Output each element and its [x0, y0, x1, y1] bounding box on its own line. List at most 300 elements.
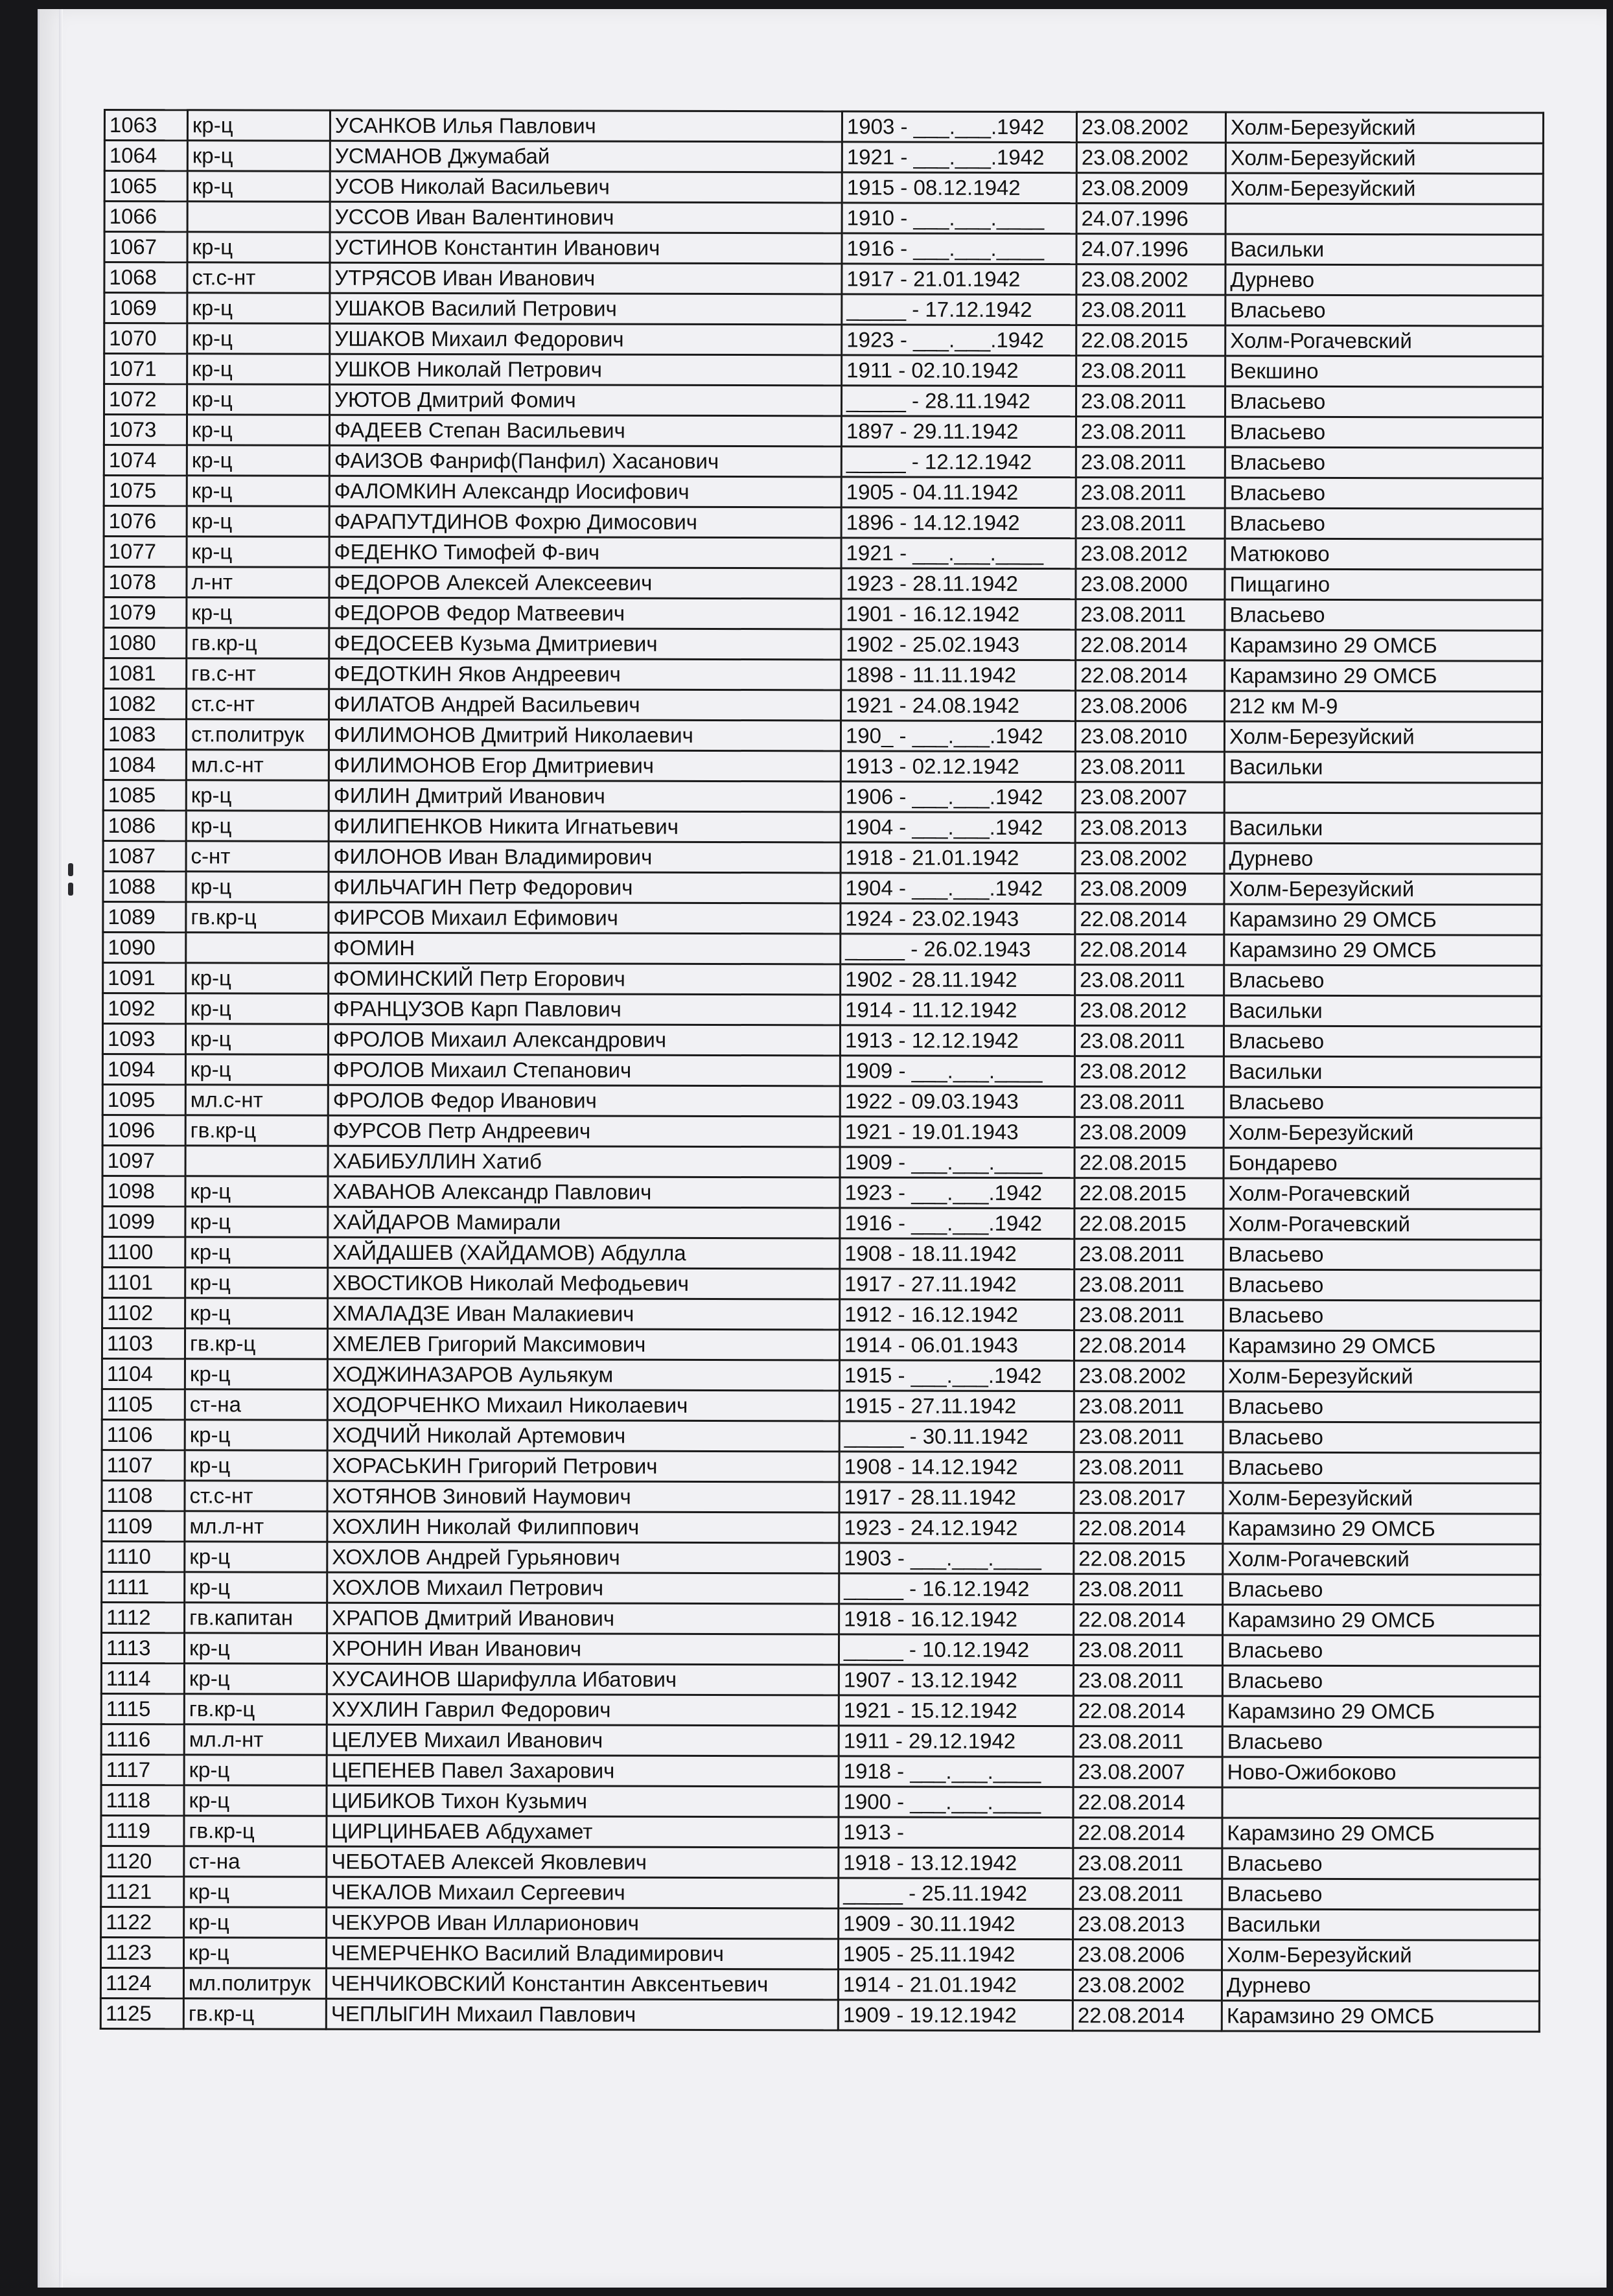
record-number-cell: 1073: [104, 415, 187, 445]
burial-place-cell: Васильки: [1224, 1056, 1541, 1087]
burial-place-cell: Холм-Березуйский: [1225, 112, 1543, 143]
reburial-date-cell: 23.08.2011: [1074, 1391, 1223, 1422]
full-name-cell: ХОДЧИЙ Николай Артемович: [327, 1420, 839, 1452]
full-name-cell: ФИЛАТОВ Андрей Васильевич: [329, 689, 841, 721]
staple-mark: [68, 863, 73, 876]
reburial-date-cell: 23.08.2011: [1074, 1422, 1223, 1452]
full-name-cell: УШАКОВ Василий Петрович: [330, 293, 842, 325]
record-number-cell: 1122: [101, 1907, 184, 1937]
record-number-cell: 1119: [101, 1815, 184, 1846]
reburial-date-cell: 23.08.2011: [1076, 386, 1225, 417]
record-number-cell: 1118: [101, 1785, 184, 1815]
table-row: [100, 1967, 1539, 2001]
life-dates-cell: 1917 - 27.11.1942: [840, 1269, 1074, 1300]
table-row: [101, 1693, 1540, 1727]
table-row: [103, 993, 1542, 1027]
full-name-cell: ФРАНЦУЗОВ Карп Павлович: [329, 993, 841, 1025]
table-row: [101, 1876, 1540, 1910]
burial-place-cell: Власьево: [1222, 1848, 1540, 1879]
table-row: [102, 1267, 1541, 1301]
life-dates-cell: 1923 - 28.11.1942: [841, 568, 1076, 599]
reburial-date-cell: 23.08.2011: [1075, 752, 1224, 782]
burial-place-cell: Карамзино 29 ОМСБ: [1225, 660, 1542, 691]
life-dates-cell: 1897 - 29.11.1942: [841, 416, 1076, 447]
rank-cell: кр-ц: [184, 1785, 327, 1816]
burial-place-cell: Карамзино 29 ОМСБ: [1224, 904, 1542, 935]
life-dates-cell: 1904 - ___.___.1942: [841, 812, 1075, 843]
life-dates-cell: _____ - 25.11.1942: [839, 1878, 1073, 1909]
rank-cell: кр-ц: [186, 811, 329, 841]
life-dates-cell: 1902 - 28.11.1942: [841, 964, 1075, 995]
reburial-date-cell: 23.08.2011: [1074, 1026, 1224, 1056]
full-name-cell: УССОВ Иван Валентинович: [330, 202, 842, 233]
rank-cell: с-нт: [186, 841, 329, 872]
rank-cell: кр-ц: [185, 1054, 328, 1085]
rank-cell: кр-ц: [185, 1237, 328, 1268]
rank-cell: кр-ц: [187, 293, 330, 323]
table-row: [104, 506, 1542, 540]
reburial-date-cell: 22.08.2014: [1073, 1787, 1222, 1818]
full-name-cell: ХУХЛИН Гаврил Федорович: [327, 1694, 839, 1726]
life-dates-cell: 1922 - 09.03.1943: [840, 1086, 1074, 1117]
full-name-cell: УШАКОВ Михаил Федорович: [330, 323, 842, 355]
rank-cell: кр-ц: [185, 1298, 328, 1328]
burial-place-cell: Дурнево: [1225, 264, 1543, 296]
full-name-cell: ФЕДОРОВ Федор Матвеевич: [329, 597, 841, 629]
table-row: [102, 1389, 1540, 1422]
burial-place-cell: Карамзино 29 ОМСБ: [1224, 934, 1542, 966]
reburial-date-cell: 23.08.2002: [1073, 1970, 1222, 2000]
burial-list-table: [100, 109, 1544, 2033]
record-number-cell: 1112: [102, 1602, 185, 1632]
burial-place-cell: Холм-Березуйский: [1223, 1483, 1540, 1514]
reburial-date-cell: 22.08.2014: [1074, 1330, 1223, 1361]
rank-cell: кр-ц: [185, 1207, 328, 1237]
full-name-cell: ФИЛИМОНОВ Дмитрий Николаевич: [329, 719, 841, 751]
record-number-cell: 1077: [104, 537, 187, 567]
life-dates-cell: 1908 - 18.11.1942: [840, 1238, 1074, 1270]
rank-cell: ст.с-нт: [187, 262, 330, 293]
table-row: [102, 1541, 1540, 1575]
full-name-cell: ХАЙДАРОВ Мамирали: [328, 1207, 840, 1238]
rank-cell: кр-ц: [185, 1359, 327, 1389]
life-dates-cell: 1900 - ___.___.____: [839, 1787, 1073, 1818]
reburial-date-cell: 23.08.2011: [1076, 447, 1225, 478]
rank-cell: кр-ц: [184, 1907, 327, 1938]
rank-cell: мл.л-нт: [184, 1724, 327, 1755]
rank-cell: кр-ц: [185, 1572, 327, 1603]
record-number-cell: 1086: [103, 811, 186, 841]
reburial-date-cell: 23.08.2011: [1074, 1239, 1224, 1270]
rank-cell: кр-ц: [184, 1664, 327, 1694]
burial-place-cell: Карамзино 29 ОМСБ: [1222, 2000, 1539, 2032]
reburial-date-cell: 23.08.2013: [1073, 1909, 1222, 1940]
life-dates-cell: 1910 - ___.___.____: [842, 203, 1076, 234]
life-dates-cell: 1918 - 16.12.1942: [839, 1604, 1074, 1635]
rank-cell: кр-ц: [186, 780, 329, 811]
full-name-cell: ФАРАПУТДИНОВ Фохрю Димосович: [329, 506, 841, 538]
table-row: [104, 141, 1543, 174]
full-name-cell: ХРОНИН Иван Иванович: [327, 1633, 839, 1665]
full-name-cell: ХОХЛИН Николай Филиппович: [327, 1511, 839, 1543]
reburial-date-cell: 23.08.2002: [1076, 143, 1225, 173]
burial-place-cell: [1222, 1787, 1540, 1818]
record-number-cell: 1114: [101, 1663, 184, 1693]
burial-list-sheet: [100, 109, 1542, 2033]
reburial-date-cell: 23.08.2012: [1075, 995, 1224, 1026]
burial-place-cell: Холм-Рогачевский: [1225, 325, 1543, 356]
full-name-cell: ФОМИНСКИЙ Петр Егорович: [329, 963, 841, 995]
burial-place-cell: Васильки: [1222, 1909, 1540, 1940]
life-dates-cell: 1911 - 02.10.1942: [842, 355, 1076, 386]
life-dates-cell: 1917 - 21.01.1942: [842, 264, 1076, 295]
table-row: [101, 1815, 1540, 1849]
record-number-cell: 1091: [103, 963, 186, 993]
reburial-date-cell: 23.08.2011: [1073, 1879, 1222, 1909]
full-name-cell: ФИЛОНОВ Иван Владимирович: [329, 841, 841, 873]
rank-cell: кр-ц: [184, 1877, 327, 1907]
record-number-cell: 1090: [103, 933, 186, 963]
burial-place-cell: Власьево: [1225, 386, 1543, 417]
rank-cell: кр-ц: [187, 323, 330, 354]
burial-place-cell: Холм-Рогачевский: [1223, 1544, 1540, 1575]
life-dates-cell: 1916 - ___.___.____: [842, 233, 1076, 264]
life-dates-cell: 1912 - 16.12.1942: [840, 1299, 1074, 1330]
life-dates-cell: 1923 - ___.___.1942: [840, 1177, 1074, 1209]
burial-place-cell: [1225, 203, 1543, 235]
burial-place-cell: Власьево: [1224, 1270, 1541, 1301]
record-number-cell: 1102: [102, 1297, 185, 1328]
table-row: [104, 628, 1542, 662]
rank-cell: мл.политрук: [183, 1968, 326, 1999]
record-number-cell: 1085: [103, 780, 186, 811]
reburial-date-cell: 23.08.2011: [1076, 508, 1225, 539]
rank-cell: кр-ц: [187, 141, 330, 171]
full-name-cell: ФИЛИН Дмитрий Иванович: [329, 780, 841, 812]
life-dates-cell: 1918 - 13.12.1942: [839, 1848, 1073, 1879]
life-dates-cell: 1915 - 08.12.1942: [842, 172, 1076, 203]
rank-cell: кр-ц: [187, 232, 330, 262]
record-number-cell: 1120: [101, 1846, 184, 1876]
life-dates-cell: 1898 - 11.11.1942: [841, 660, 1076, 691]
burial-place-cell: Холм-Рогачевский: [1224, 1209, 1541, 1240]
full-name-cell: ЦЕПЕНЕВ Павел Захарович: [327, 1755, 839, 1787]
rank-cell: кр-ц: [185, 1024, 328, 1054]
reburial-date-cell: 22.08.2014: [1073, 1696, 1222, 1726]
full-name-cell: ЧЕБОТАЕВ Алексей Яковлевич: [327, 1846, 839, 1878]
reburial-date-cell: 22.08.2015: [1074, 1544, 1223, 1574]
record-number-cell: 1097: [102, 1145, 185, 1176]
life-dates-cell: 1923 - ___.___.1942: [842, 325, 1076, 356]
rank-cell: кр-ц: [187, 171, 330, 202]
burial-place-cell: Пищагино: [1225, 569, 1542, 600]
record-number-cell: 1071: [104, 354, 187, 384]
reburial-date-cell: 23.08.2002: [1074, 1361, 1223, 1391]
record-number-cell: 1093: [102, 1024, 185, 1054]
full-name-cell: ХУСАИНОВ Шарифулла Ибатович: [327, 1664, 839, 1695]
full-name-cell: ЧЕКУРОВ Иван Илларионович: [327, 1907, 839, 1939]
reburial-date-cell: 23.08.2007: [1075, 782, 1224, 813]
rank-cell: кр-ц: [186, 963, 329, 993]
burial-place-cell: Карамзино 29 ОМСБ: [1223, 1605, 1540, 1636]
record-number-cell: 1087: [103, 841, 186, 872]
table-row: [104, 384, 1543, 418]
reburial-date-cell: 22.08.2015: [1074, 1209, 1224, 1239]
burial-place-cell: Власьево: [1224, 1300, 1541, 1331]
full-name-cell: УЮТОВ Дмитрий Фомич: [330, 384, 842, 416]
table-row: [102, 1145, 1541, 1179]
full-name-cell: ФОМИН: [329, 933, 841, 964]
burial-place-cell: 212 км М-9: [1225, 691, 1542, 722]
record-number-cell: 1125: [100, 1998, 183, 2028]
staple-mark: [68, 883, 73, 896]
table-row: [102, 1480, 1540, 1514]
full-name-cell: ЧЕНЧИКОВСКИЙ Константин Авксентьевич: [326, 1968, 838, 2000]
full-name-cell: ФАЛОМКИН Александр Иосифович: [329, 476, 841, 507]
record-number-cell: 1075: [104, 476, 187, 506]
life-dates-cell: 1914 - 06.01.1943: [839, 1330, 1074, 1361]
rank-cell: ст.с-нт: [185, 1481, 327, 1511]
burial-place-cell: Матюково: [1225, 539, 1542, 570]
reburial-date-cell: 23.08.2011: [1075, 965, 1224, 995]
burial-place-cell: Власьево: [1225, 508, 1542, 539]
record-number-cell: 1063: [104, 110, 187, 141]
full-name-cell: ХМАЛАДЗЕ Иван Малакиевич: [328, 1298, 840, 1330]
table-row: [103, 780, 1542, 814]
burial-place-cell: Холм-Березуйский: [1225, 173, 1543, 204]
rank-cell: кр-ц: [187, 384, 330, 415]
life-dates-cell: 190_ - ___.___.1942: [841, 721, 1075, 752]
reburial-date-cell: 23.08.2011: [1074, 1087, 1224, 1117]
life-dates-cell: 1905 - 04.11.1942: [841, 477, 1076, 508]
table-row: [101, 1632, 1540, 1666]
record-number-cell: 1094: [102, 1054, 185, 1085]
table-row: [104, 658, 1542, 692]
table-row: [102, 1176, 1541, 1209]
reburial-date-cell: 23.08.2011: [1074, 1574, 1223, 1605]
burial-place-cell: Бондарево: [1224, 1148, 1541, 1179]
life-dates-cell: _____ - 28.11.1942: [842, 386, 1076, 417]
reburial-date-cell: 23.08.2011: [1076, 417, 1225, 447]
table-row: [101, 1785, 1540, 1818]
reburial-date-cell: 23.08.2017: [1074, 1483, 1223, 1513]
table-row: [104, 354, 1543, 388]
reburial-date-cell: 22.08.2014: [1075, 904, 1224, 934]
table-row: [102, 1206, 1541, 1240]
burial-place-cell: Дурнево: [1222, 1970, 1539, 2001]
life-dates-cell: _____ - 17.12.1942: [842, 294, 1076, 325]
reburial-date-cell: 22.08.2014: [1074, 1605, 1223, 1635]
record-number-cell: 1121: [101, 1876, 184, 1907]
life-dates-cell: 1909 - 30.11.1942: [839, 1908, 1073, 1940]
record-number-cell: 1107: [102, 1450, 185, 1480]
life-dates-cell: 1917 - 28.11.1942: [839, 1482, 1074, 1513]
burial-place-cell: Власьево: [1222, 1665, 1540, 1697]
full-name-cell: ХАБИБУЛЛИН Хатиб: [328, 1146, 840, 1177]
table-row: [101, 1907, 1540, 1940]
life-dates-cell: 1921 - 19.01.1943: [840, 1117, 1074, 1148]
rank-cell: гв.кр-ц: [184, 1694, 327, 1724]
life-dates-cell: 1916 - ___.___.1942: [840, 1208, 1074, 1239]
record-number-cell: 1108: [102, 1480, 185, 1511]
rank-cell: гв.кр-ц: [187, 628, 329, 658]
rank-cell: гв.кр-ц: [186, 902, 329, 933]
rank-cell: ст-на: [185, 1389, 327, 1420]
full-name-cell: ФИЛИПЕНКОВ Никита Игнатьевич: [329, 811, 841, 842]
burial-place-cell: Карамзино 29 ОМСБ: [1225, 630, 1542, 661]
burial-place-cell: Власьево: [1223, 1391, 1540, 1422]
table-body: [100, 110, 1543, 2032]
record-number-cell: 1068: [104, 262, 187, 293]
table-row: [104, 171, 1543, 205]
full-name-cell: ЧЕКАЛОВ Михаил Сергеевич: [327, 1877, 839, 1908]
record-number-cell: 1105: [102, 1389, 185, 1419]
table-row: [100, 1998, 1539, 2032]
record-number-cell: 1104: [102, 1358, 185, 1389]
table-row: [102, 1236, 1541, 1270]
table-row: [101, 1846, 1540, 1879]
reburial-date-cell: 23.08.2009: [1076, 173, 1225, 203]
life-dates-cell: 1915 - 27.11.1942: [839, 1391, 1074, 1422]
record-number-cell: 1066: [104, 202, 187, 232]
burial-place-cell: Холм-Березуйский: [1224, 874, 1542, 905]
record-number-cell: 1116: [101, 1724, 184, 1754]
full-name-cell: ХМЕЛЕВ Григорий Максимович: [327, 1328, 839, 1360]
full-name-cell: ЦЕЛУЕВ Михаил Иванович: [327, 1724, 839, 1756]
burial-place-cell: Власьево: [1223, 1422, 1540, 1453]
record-number-cell: 1088: [103, 872, 186, 902]
life-dates-cell: 1923 - 24.12.1942: [839, 1513, 1074, 1544]
full-name-cell: УСОВ Николай Васильевич: [330, 171, 842, 203]
burial-place-cell: Власьево: [1222, 1726, 1540, 1757]
table-row: [102, 1602, 1540, 1636]
rank-cell: кр-ц: [187, 476, 329, 506]
burial-place-cell: Васильки: [1224, 813, 1542, 844]
rank-cell: [187, 202, 330, 232]
table-row: [102, 1115, 1541, 1148]
rank-cell: кр-ц: [184, 1633, 327, 1664]
life-dates-cell: 1911 - 29.12.1942: [839, 1726, 1073, 1757]
record-number-cell: 1089: [103, 902, 186, 933]
record-number-cell: 1072: [104, 384, 187, 415]
burial-place-cell: [1224, 782, 1542, 813]
rank-cell: кр-ц: [186, 872, 329, 902]
full-name-cell: ХОДОРЧЕНКО Михаил Николаевич: [327, 1389, 839, 1421]
table-row: [104, 262, 1543, 296]
burial-place-cell: Карамзино 29 ОМСБ: [1223, 1513, 1540, 1544]
life-dates-cell: 1915 - ___.___.1942: [839, 1360, 1074, 1391]
full-name-cell: ХОХЛОВ Михаил Петрович: [327, 1572, 839, 1604]
life-dates-cell: 1896 - 14.12.1942: [841, 507, 1076, 539]
reburial-date-cell: 22.08.2014: [1076, 660, 1225, 691]
full-name-cell: ХОХЛОВ Андрей Гурьянович: [327, 1542, 839, 1573]
full-name-cell: ФЕДОТКИН Яков Андреевич: [329, 658, 841, 690]
rank-cell: мл.с-нт: [185, 1085, 328, 1115]
record-number-cell: 1065: [104, 171, 187, 202]
table-row: [103, 963, 1542, 997]
life-dates-cell: _____ - 16.12.1942: [839, 1573, 1074, 1605]
record-number-cell: 1067: [104, 232, 187, 262]
record-number-cell: 1081: [104, 658, 187, 689]
record-number-cell: 1111: [102, 1571, 185, 1602]
burial-place-cell: Карамзино 29 ОМСБ: [1222, 1696, 1540, 1727]
record-number-cell: 1076: [104, 506, 187, 537]
reburial-date-cell: 23.08.2000: [1076, 569, 1225, 599]
rank-cell: кр-ц: [186, 993, 329, 1024]
table-row: [102, 1511, 1540, 1544]
rank-cell: кр-ц: [185, 1420, 327, 1450]
record-number-cell: 1069: [104, 293, 187, 323]
table-row: [102, 1571, 1540, 1605]
life-dates-cell: 1921 - 24.08.1942: [841, 690, 1076, 721]
full-name-cell: ХАВАНОВ Александр Павлович: [328, 1176, 840, 1208]
table-row: [102, 1084, 1541, 1118]
full-name-cell: ФАИЗОВ Фанриф(Панфил) Хасанович: [329, 445, 841, 477]
life-dates-cell: 1924 - 23.02.1943: [841, 903, 1075, 934]
reburial-date-cell: 23.08.2011: [1073, 1848, 1222, 1879]
record-number-cell: 1124: [100, 1967, 183, 1998]
record-number-cell: 1103: [102, 1328, 185, 1358]
record-number-cell: 1098: [102, 1176, 185, 1206]
reburial-date-cell: 23.08.2011: [1074, 1300, 1224, 1330]
rank-cell: кр-ц: [187, 506, 329, 537]
rank-cell: л-нт: [187, 567, 329, 597]
table-row: [104, 689, 1542, 723]
full-name-cell: ХОДЖИНАЗАРОВ Аульякум: [327, 1359, 839, 1391]
burial-place-cell: Васильки: [1225, 234, 1543, 265]
reburial-date-cell: 23.08.2007: [1073, 1757, 1222, 1787]
reburial-date-cell: 23.08.2012: [1074, 1056, 1224, 1087]
record-number-cell: 1082: [104, 689, 187, 719]
full-name-cell: ФИЛЬЧАГИН Петр Федорович: [329, 872, 841, 903]
reburial-date-cell: 23.08.2011: [1073, 1665, 1222, 1696]
reburial-date-cell: 22.08.2014: [1076, 630, 1225, 660]
life-dates-cell: _____ - 26.02.1943: [841, 934, 1075, 965]
full-name-cell: ЦИРЦИНБАЕВ Абдухамет: [327, 1816, 839, 1848]
table-row: [104, 537, 1542, 570]
burial-place-cell: Власьево: [1222, 1879, 1540, 1910]
record-number-cell: 1074: [104, 445, 187, 476]
reburial-date-cell: 22.08.2014: [1073, 1818, 1222, 1848]
table-row: [103, 841, 1542, 875]
table-row: [100, 1937, 1539, 1971]
table-row: [101, 1663, 1540, 1697]
full-name-cell: ХАЙДАШЕВ (ХАЙДАМОВ) Абдулла: [328, 1237, 840, 1269]
full-name-cell: ФИЛИМОНОВ Егор Дмитриевич: [329, 750, 841, 782]
table-row: [102, 1328, 1540, 1362]
table-row: [103, 750, 1542, 783]
reburial-date-cell: 23.08.2010: [1075, 721, 1224, 752]
full-name-cell: УСАНКОВ Илья Павлович: [330, 110, 842, 142]
record-number-cell: 1113: [101, 1632, 184, 1663]
reburial-date-cell: 22.08.2014: [1073, 2000, 1222, 2031]
reburial-date-cell: 23.08.2002: [1076, 264, 1225, 295]
record-number-cell: 1092: [103, 993, 186, 1024]
burial-place-cell: Власьево: [1225, 447, 1542, 478]
full-name-cell: УТРЯСОВ Иван Иванович: [330, 262, 842, 294]
full-name-cell: ЦИБИКОВ Тихон Кузьмич: [327, 1785, 839, 1817]
full-name-cell: УСТИНОВ Константин Иванович: [330, 232, 842, 264]
table-row: [103, 902, 1542, 936]
table-row: [102, 1024, 1541, 1058]
reburial-date-cell: 23.08.2006: [1076, 691, 1225, 721]
life-dates-cell: 1914 - 11.12.1942: [841, 995, 1075, 1026]
burial-place-cell: Власьево: [1225, 478, 1542, 509]
burial-place-cell: Власьево: [1225, 295, 1543, 326]
table-row: [104, 293, 1543, 327]
life-dates-cell: 1906 - ___.___.1942: [841, 782, 1075, 813]
life-dates-cell: 1921 - ___.___.____: [841, 538, 1076, 569]
